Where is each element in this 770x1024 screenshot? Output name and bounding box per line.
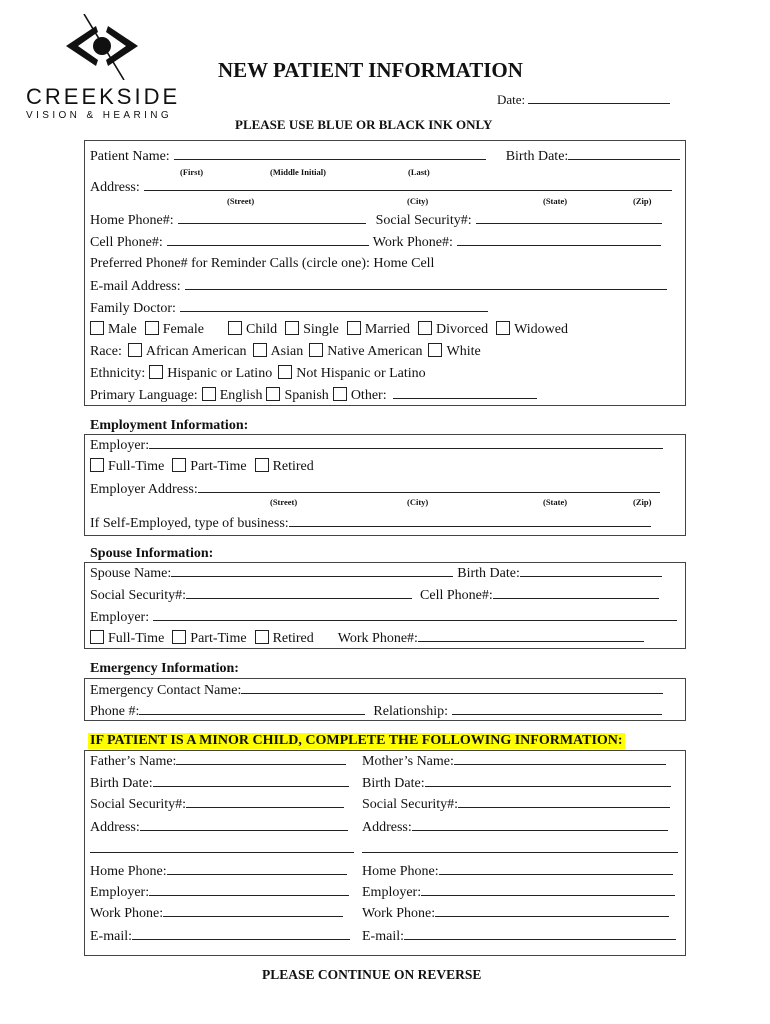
mother-email[interactable]: E-mail: [362,928,676,945]
emergency-contact-row[interactable] [90,682,663,699]
sub-street: (Street) [227,196,255,206]
logo [26,14,181,124]
spouse-ssn-label: Social Security#: [90,588,187,603]
language-row [90,387,537,404]
spouse-employer-row[interactable] [90,609,677,626]
emergency-phone-row[interactable] [90,703,662,720]
spouse-heading: Spouse Information: [90,546,214,561]
doctor-label: Family Doctor: [90,301,176,316]
checkbox-child[interactable]: Child [228,321,277,338]
email-row[interactable] [90,278,667,295]
eye-logo-icon [62,14,142,80]
father-employer[interactable]: Employer: [90,884,349,901]
checkbox-not-hispanic[interactable]: Not Hispanic or Latino [278,365,425,382]
emergency-heading: Emergency Information: [90,661,239,676]
sub-city: (City) [407,196,429,206]
minor-heading: IF PATIENT IS A MINOR CHILD, COMPLETE THE FOLLOWING INFORMATION: [90,733,623,748]
ssn-label: Social Security#: [375,213,472,228]
employer-address-row[interactable] [90,481,660,498]
emp-sub-state: (State) [543,497,568,507]
mother-home-phone[interactable]: Home Phone: [362,863,673,880]
race-label: Race: [90,344,122,359]
checkbox-married[interactable]: Married [347,321,410,338]
mother-birth[interactable]: Birth Date: [362,775,671,792]
phone-row[interactable] [90,212,662,229]
spouse-status-row [90,630,644,647]
sub-first: (First) [180,167,204,177]
employer-row[interactable] [90,437,663,454]
logo-name: CREEKSIDE [26,84,181,109]
cell-phone-label: Cell Phone#: [90,235,163,250]
self-employed-row[interactable] [90,515,651,532]
checkbox-female[interactable]: Female [145,321,204,338]
father-name[interactable]: Father’s Name: [90,753,346,770]
sub-middle: (Middle Initial) [270,167,326,177]
spouse-checkbox-full-time[interactable]: Full-Time [90,630,164,647]
home-phone-label: Home Phone#: [90,213,174,228]
checkbox-native-american[interactable]: Native American [309,343,422,360]
employment-heading: Employment Information: [90,418,249,433]
checkbox-english[interactable]: English [202,387,263,404]
checkbox-white[interactable]: White [428,343,480,360]
checkbox-single[interactable]: Single [285,321,339,338]
doctor-row[interactable] [90,300,488,317]
patient-name-row[interactable] [90,148,680,165]
father-email[interactable]: E-mail: [90,928,350,945]
logo-tagline: VISION & HEARING [26,110,173,121]
birth-date-label: Birth Date: [505,149,569,164]
relationship-label: Relationship: [373,704,449,719]
father-ssn[interactable]: Social Security#: [90,796,344,813]
checkbox-male[interactable]: Male [90,321,137,338]
father-address[interactable]: Address: [90,819,348,836]
race-row [90,343,481,360]
emergency-phone-label: Phone #: [90,704,140,719]
mother-ssn[interactable]: Social Security#: [362,796,670,813]
language-label: Primary Language: [90,388,198,403]
ethnicity-label: Ethnicity: [90,366,146,381]
email-label: E-mail Address: [90,279,181,294]
status-row [90,321,568,338]
mother-address-line2[interactable] [362,841,678,853]
self-employed-label: If Self-Employed, type of business: [90,516,289,531]
address-row[interactable] [90,179,672,196]
spouse-work-phone[interactable]: Work Phone#: [338,630,644,647]
date-field[interactable] [497,92,670,108]
checkbox-spanish[interactable]: Spanish [266,387,328,404]
mother-address[interactable]: Address: [362,819,668,836]
emp-sub-zip: (Zip) [633,497,652,507]
father-birth[interactable]: Birth Date: [90,775,349,792]
address-label: Address: [90,180,140,195]
cell-row[interactable] [90,234,661,251]
footer-note: PLEASE CONTINUE ON REVERSE [262,967,482,982]
checkbox-widowed[interactable]: Widowed [496,321,568,338]
spouse-name-label: Spouse Name: [90,566,172,581]
emp-sub-city: (City) [407,497,429,507]
father-home-phone[interactable]: Home Phone: [90,863,347,880]
patient-name-label: Patient Name: [90,149,170,164]
employment-status-row [90,458,314,475]
mother-work-phone[interactable]: Work Phone: [362,905,669,922]
sub-zip: (Zip) [633,196,652,206]
employer-address-label: Employer Address: [90,482,198,497]
spouse-birth-label: Birth Date: [457,566,520,581]
checkbox-african-american[interactable]: African American [128,343,247,360]
spouse-checkbox-retired[interactable]: Retired [255,630,314,647]
emergency-contact-label: Emergency Contact Name: [90,683,242,698]
emp-sub-street: (Street) [270,497,298,507]
date-label: Date: [497,92,526,107]
father-address-line2[interactable] [90,841,354,853]
spouse-ssn-row[interactable] [90,587,659,604]
sub-last: (Last) [408,167,430,177]
spouse-cell-label: Cell Phone#: [420,588,493,603]
checkbox-hispanic[interactable]: Hispanic or Latino [149,365,272,382]
work-phone-label: Work Phone#: [372,235,453,250]
page-title: NEW PATIENT INFORMATION [218,58,523,82]
mother-name[interactable]: Mother’s Name: [362,753,666,770]
checkbox-asian[interactable]: Asian [253,343,304,360]
spouse-name-row[interactable] [90,565,662,582]
sub-state: (State) [543,196,568,206]
checkbox-divorced[interactable]: Divorced [418,321,488,338]
ethnicity-row [90,365,426,382]
employer-label: Employer: [90,438,150,453]
spouse-checkbox-part-time[interactable]: Part-Time [172,630,246,647]
checkbox-other[interactable]: Other: [333,387,387,404]
mother-employer[interactable]: Employer: [362,884,675,901]
ink-note: PLEASE USE BLUE OR BLACK INK ONLY [235,117,493,132]
checkbox-part-time[interactable]: Part-Time [172,458,246,475]
checkbox-full-time[interactable]: Full-Time [90,458,164,475]
spouse-employer-label: Employer: [90,610,150,625]
father-work-phone[interactable]: Work Phone: [90,905,343,922]
preferred-phone[interactable]: Preferred Phone# for Reminder Calls (circle one): Home Cell [90,256,435,271]
checkbox-retired[interactable]: Retired [255,458,314,475]
